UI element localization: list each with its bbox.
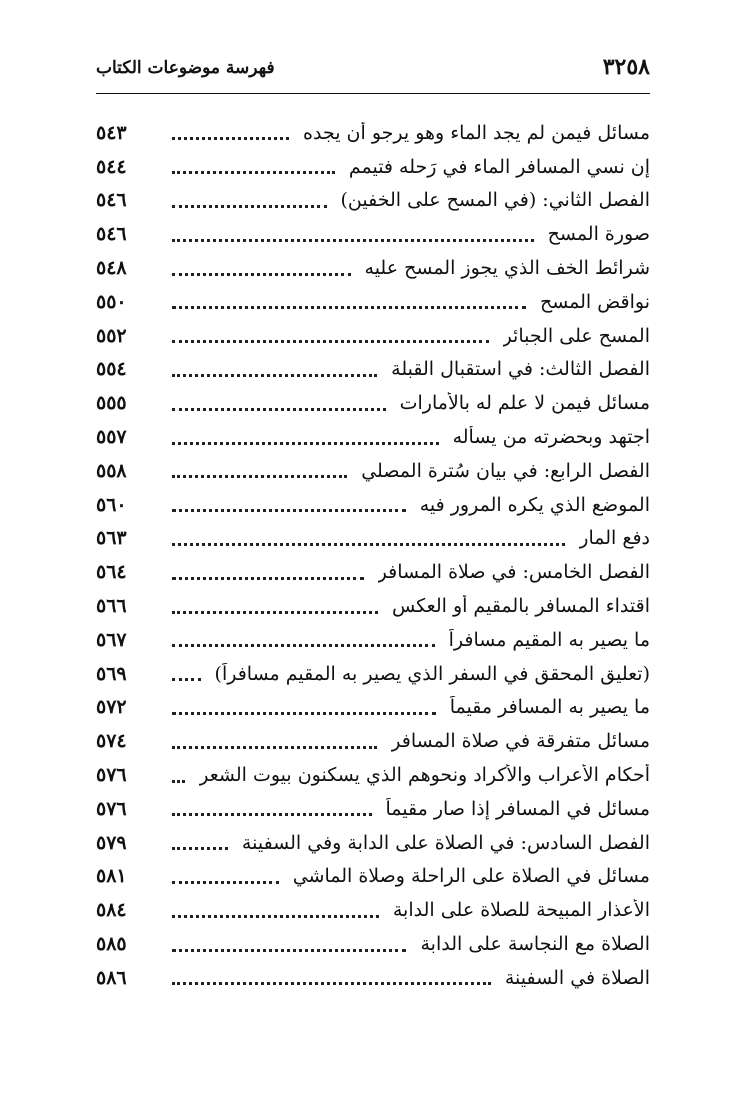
toc-entry-title: الموضع الذي يكره المرور فيه [419, 493, 650, 516]
dot-leader [172, 813, 372, 816]
toc-entry-page-number: ٥٤٣ [96, 121, 127, 144]
dot-leader [172, 915, 379, 918]
dot-leader [172, 644, 435, 647]
dot-leader [172, 239, 534, 242]
toc-entry [96, 555, 650, 589]
running-title: فهرسة موضوعات الكتاب [96, 58, 275, 78]
dot-leader [172, 137, 289, 140]
dot-leader [172, 678, 201, 681]
toc-entry [96, 150, 650, 184]
toc-entry [96, 724, 650, 758]
toc-entry-page-number: ٥٨٥ [96, 933, 127, 956]
toc-entry-title: الفصل الثالث: في استقبال القبلة [391, 358, 650, 381]
toc-entry [96, 522, 650, 556]
toc-entry-page-number: ٥٨٦ [96, 966, 127, 989]
dot-leader [172, 847, 228, 850]
toc-entry [96, 657, 650, 691]
toc-entry-page-number: ٥٥٢ [96, 324, 127, 347]
toc-entry-title: الفصل السادس: في الصلاة على الدابة وفي السفينة [241, 831, 650, 854]
dot-leader [172, 949, 406, 952]
dot-leader [172, 171, 335, 174]
toc-entry [96, 589, 650, 623]
toc-entry-page-number: ٥٤٦ [96, 189, 127, 212]
page-header [96, 52, 650, 88]
toc-entry [96, 319, 650, 353]
dot-leader [172, 712, 436, 715]
toc-entry-title: الأعذار المبيحة للصلاة على الدابة [392, 899, 650, 922]
dot-leader [172, 577, 364, 580]
toc-entry-page-number: ٥٧٦ [96, 797, 127, 820]
dot-leader [172, 475, 347, 478]
toc-entry-title: اجتهد وبحضرته من يسأله [452, 426, 650, 449]
toc-entry-page-number: ٥٥٥ [96, 392, 127, 415]
toc-entry [96, 116, 650, 150]
dot-leader [172, 611, 378, 614]
dot-leader [172, 543, 565, 546]
dot-leader [172, 340, 489, 343]
dot-leader [172, 780, 185, 783]
toc-entry-title: نواقض المسح [539, 290, 650, 313]
toc-entry [96, 758, 650, 792]
toc-entry [96, 826, 650, 860]
toc-entry-title: المسح على الجبائر [502, 324, 650, 347]
toc-entry-title: شرائط الخف الذي يجوز المسح عليه [364, 257, 650, 280]
toc-entry [96, 623, 650, 657]
toc-entry-page-number: ٥٨١ [96, 865, 127, 888]
toc-entry-title: الفصل الرابع: في بيان سُترة المصلي [361, 459, 650, 482]
dot-leader [172, 273, 351, 276]
toc-entry [96, 792, 650, 826]
toc-entry-page-number: ٥٨٤ [96, 899, 127, 922]
header-divider [96, 93, 650, 94]
dot-leader [172, 746, 377, 749]
toc-entry-title: مسائل فيمن لم يجد الماء وهو يرجو أن يجده [303, 121, 650, 144]
dot-leader [172, 374, 377, 377]
toc-entry [96, 251, 650, 285]
toc-entry [96, 184, 650, 218]
toc-entry-page-number: ٥٧٤ [96, 730, 127, 753]
toc-entry-page-number: ٥٦٧ [96, 628, 127, 651]
toc-entry-page-number: ٥٦٣ [96, 527, 127, 550]
dot-leader [172, 306, 526, 309]
toc-entry-page-number: ٥٥٤ [96, 358, 127, 381]
toc-entry [96, 691, 650, 725]
toc-entry-title: ما يصير به المقيم مسافراً [448, 628, 650, 651]
dot-leader [172, 881, 279, 884]
toc-entry-title: دفع المار [579, 527, 650, 550]
toc-entry-page-number: ٥٥٨ [96, 459, 127, 482]
dot-leader [172, 205, 327, 208]
toc-entry-title: الصلاة مع النجاسة على الدابة [420, 933, 650, 956]
toc-entry [96, 893, 650, 927]
toc-entry-title: (تعليق المحقق في السفر الذي يصير به المقيم مسافراً) [214, 662, 650, 685]
toc-entry-page-number: ٥٧٦ [96, 764, 127, 787]
toc-entry-title: الفصل الثاني: (في المسح على الخفين) [340, 189, 650, 212]
toc-entry-page-number: ٥٦٩ [96, 662, 127, 685]
toc-entry-title: إن نسي المسافر الماء في رَحله فتيمم [348, 155, 650, 178]
table-of-contents [96, 116, 650, 995]
toc-entry-title: أحكام الأعراب والأكراد ونحوهم الذي يسكنون بيوت الشعر [199, 764, 650, 787]
toc-entry-title: مسائل في الصلاة على الراحلة وصلاة الماشي [292, 865, 650, 888]
toc-entry-title: ما يصير به المسافر مقيماً [449, 696, 650, 719]
toc-entry-page-number: ٥٤٨ [96, 257, 127, 280]
page-number: ٣٢٥٨ [602, 54, 650, 80]
toc-entry-title: مسائل فيمن لا علم له بالأمارات [399, 392, 650, 415]
toc-entry-title: مسائل في المسافر إذا صار مقيماً [385, 797, 650, 820]
dot-leader [172, 509, 406, 512]
toc-entry-title: صورة المسح [547, 223, 650, 246]
toc-entry [96, 386, 650, 420]
toc-entry [96, 961, 650, 995]
toc-entry [96, 217, 650, 251]
toc-entry [96, 488, 650, 522]
toc-entry [96, 420, 650, 454]
toc-entry-title: مسائل متفرقة في صلاة المسافر [391, 730, 650, 753]
toc-entry-page-number: ٥٧٩ [96, 831, 127, 854]
toc-entry-page-number: ٥٥٧ [96, 426, 127, 449]
toc-entry [96, 860, 650, 894]
dot-leader [172, 982, 491, 985]
toc-entry [96, 454, 650, 488]
toc-entry-page-number: ٥٥٠ [96, 290, 127, 313]
toc-entry [96, 927, 650, 961]
toc-entry-title: الصلاة في السفينة [504, 966, 650, 989]
toc-entry [96, 285, 650, 319]
toc-entry-page-number: ٥٦٤ [96, 561, 127, 584]
toc-entry [96, 353, 650, 387]
toc-entry-page-number: ٥٦٦ [96, 595, 127, 618]
toc-entry-page-number: ٥٧٢ [96, 696, 127, 719]
toc-entry-page-number: ٥٤٦ [96, 223, 127, 246]
toc-entry-title: اقتداء المسافر بالمقيم أو العكس [391, 595, 650, 618]
toc-entry-page-number: ٥٤٤ [96, 155, 127, 178]
dot-leader [172, 408, 386, 411]
toc-entry-title: الفصل الخامس: في صلاة المسافر [377, 561, 650, 584]
toc-entry-page-number: ٥٦٠ [96, 493, 127, 516]
dot-leader [172, 442, 439, 445]
